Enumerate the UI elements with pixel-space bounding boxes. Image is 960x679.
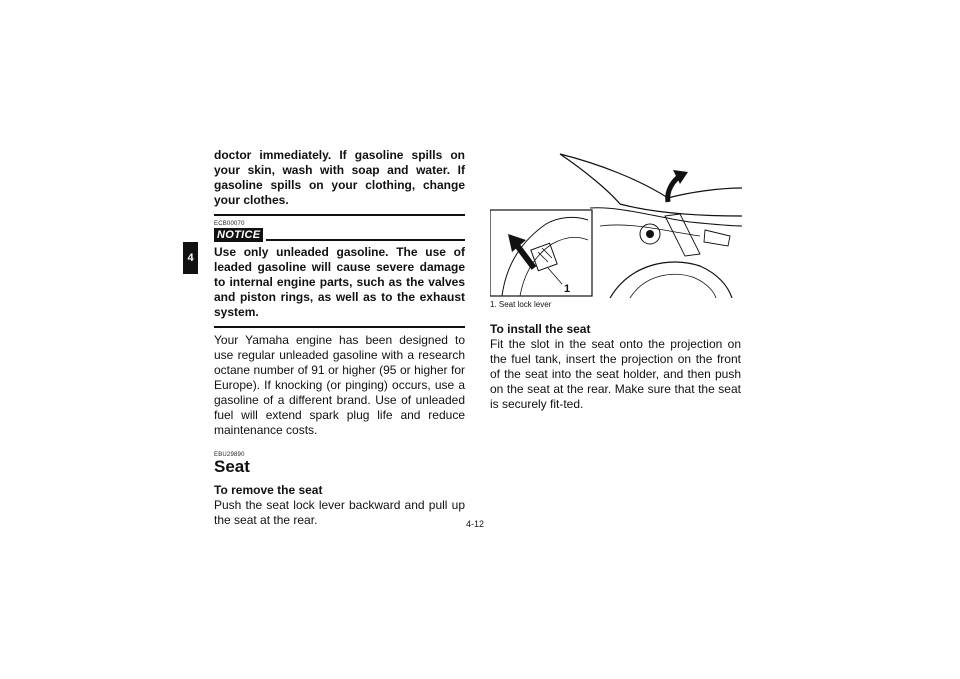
section-title: Seat [214,457,250,476]
notice-badge: NOTICE [214,228,263,242]
remove-text: Push the seat lock lever backward and pull up the seat at the rear. [214,498,465,527]
seat-code: EBU29890 [214,452,245,458]
install-heading: To install the seat [490,322,591,336]
page-number: 4-12 [466,519,485,529]
chapter-tab: 4 [183,242,198,274]
notice-header [214,228,465,242]
left-column [214,148,465,528]
warning-continuation: doctor immediately. If gasoline spills on your skin, wash with soap and water. If gasoline spills on your clothing, change your clothes. [214,148,465,216]
engine-paragraph: Your Yamaha engine has been designed to use regular unleaded gasoline with a research octane number of 91 or higher (95 or higher for Europe). If knocking (or pinging) occurs, use a gasoline of a different brand. Use of unleaded fuel will extend spark plug life and reduce maintenance costs. [214,333,465,437]
callout-number: 1 [564,283,571,295]
install-text: Fit the slot in the seat onto the projection on the fuel tank, insert the projection on the front of the seat into the seat holder, and then push on the seat at the rear. Make sure that the seat is securely fit-ted. [490,337,741,411]
seat-illustration [490,146,742,298]
right-column [490,322,741,412]
notice-code: ECB00070 [214,221,245,227]
remove-heading: To remove the seat [214,483,323,497]
figure-caption: 1. Seat lock lever [490,300,552,309]
notice-rule [266,239,465,241]
notice-body: Use only unleaded gasoline. The use of leaded gasoline will cause severe damage to internal engine parts, such as the valves and piston rings, as well as to the exhaust system. [214,242,465,328]
